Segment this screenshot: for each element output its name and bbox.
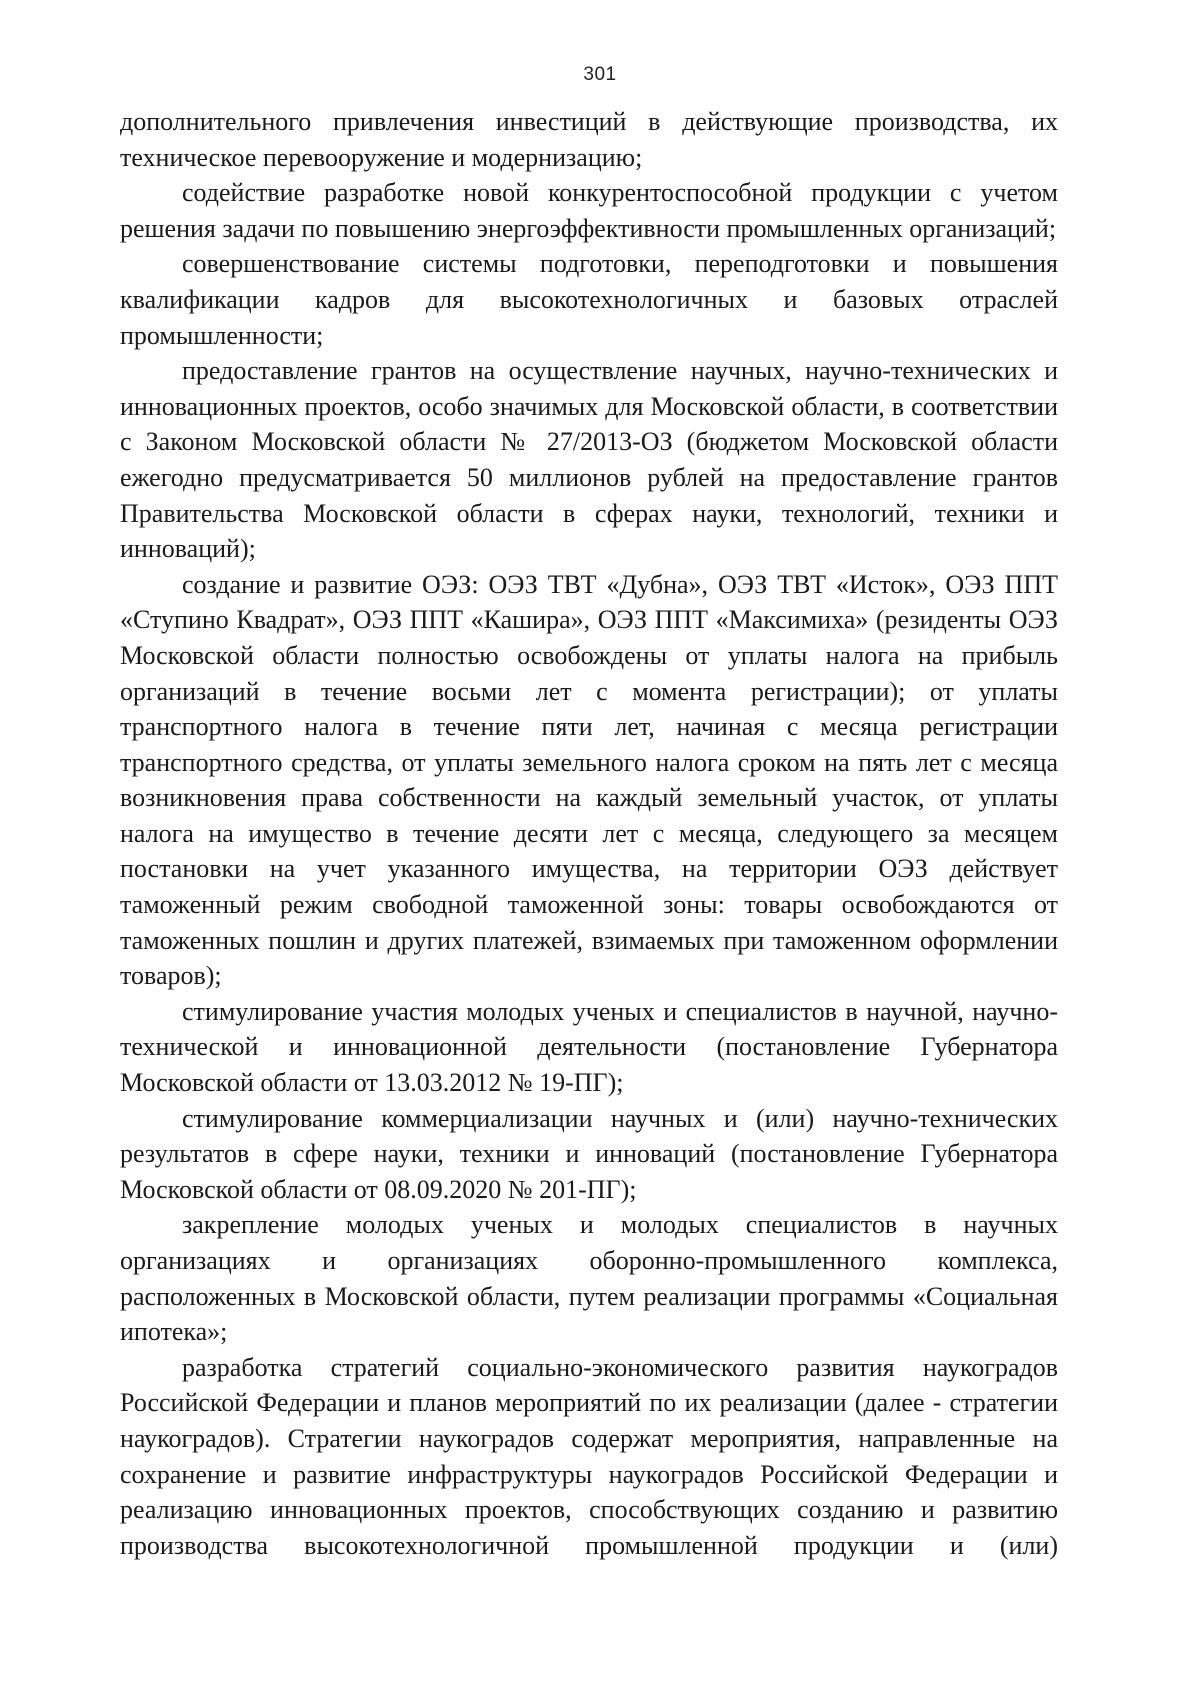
paragraph-young-scientists: стимулирование участия молодых ученых и специалистов в научной, научно-технической и инновационной деятельности (постановление Губернатора Московской области от 13.03.2012 № 19-ПГ);	[120, 996, 1058, 1098]
paragraph-investment-continuation: дополнительного привлечения инвестиций в действующие производства, их техническое перевооружение и модернизацию;	[120, 107, 1058, 172]
paragraph-science-cities-strategies: разработка стратегий социально-экономического развития наукоградов Российской Федерации и планов мероприятий по их реализации (далее - стратегии наукоградов). Стратегии наукоградов содержат мероприятия, направленные на сохранение и развитие инфраструктуры наукоградов Российской Федерации и реализацию инновационных проектов, способствующих созданию и развитию производства высокотехнологичной промышленной продукции и (или)	[120, 1352, 1058, 1560]
paragraph-new-products: содействие разработке новой конкурентоспособной продукции с учетом решения задачи по повышению энергоэффективности промышленных организаций;	[120, 178, 1058, 243]
paragraph-special-economic-zones: создание и развитие ОЭЗ: ОЭЗ ТВТ «Дубна», ОЭЗ ТВТ «Исток», ОЭЗ ППТ «Ступино Квадрат», ОЭЗ ППТ «Кашира», ОЭЗ ППТ «Максимиха» (резиденты ОЭЗ Московской области полностью освобождены от уплаты налога на прибыль организаций в течение восьми лет с момента регистрации); от уплаты транспортного налога в течение пяти лет, начиная с месяца регистрации транспортного средства, от уплаты земельного налога сроком на пять лет с месяца возникновения права собственности на каждый земельный участок, от уплаты налога на имущество в течение десяти лет с месяца, следующего за месяцем постановки на учет указанного имущества, на территории ОЭЗ действует таможенный режим свободной таможенной зоны: товары освобождаются от таможенных пошлин и других платежей, взимаемых при таможенном оформлении товаров);	[120, 569, 1058, 991]
paragraph-social-mortgage: закрепление молодых ученых и молодых специалистов в научных организациях и организациях оборонно-промышленного комплекса, расположенных в Московской области, путем реализации программы «Социальная ипотека»;	[120, 1210, 1058, 1347]
paragraph-personnel-training: совершенствование системы подготовки, переподготовки и повышения квалификации кадров для высокотехнологичных и базовых отраслей промышленности;	[120, 249, 1058, 350]
paragraph-commercialization: стимулирование коммерциализации научных и (или) научно-технических результатов в сфере науки, техники и инноваций (постановление Губернатора Московской области от 08.09.2020 № 201-ПГ);	[120, 1103, 1058, 1204]
page-number: 301	[583, 64, 617, 85]
paragraph-grants: предоставление грантов на осуществление научных, научно-технических и инновационных проектов, особо значимых для Московской области, в соответствии с Законом Московской области № 27/2013-ОЗ (бюджетом Московской области ежегодно предусматривается 50 миллионов рублей на предоставление грантов Правительства Московской области в сферах науки, технологий, техники и инноваций);	[120, 356, 1058, 564]
document-body	[120, 104, 1058, 1563]
